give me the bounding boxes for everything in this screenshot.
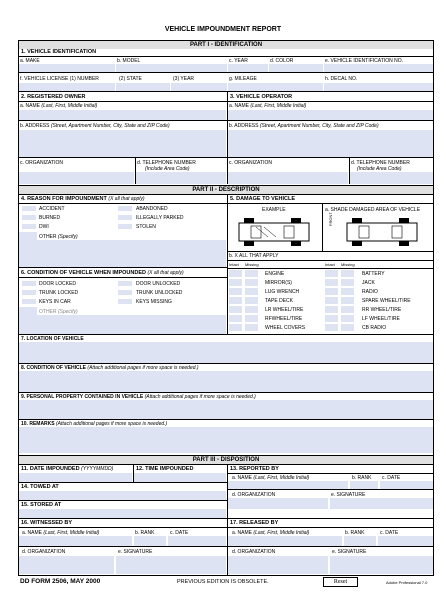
towed-at-label: 14. TOWED AT	[21, 484, 59, 490]
vehicle-operator-label: 3. VEHICLE OPERATOR	[230, 94, 293, 100]
released-name-label: a. NAME	[232, 530, 253, 536]
reason-other-label: OTHER	[39, 234, 57, 240]
reason-accident-checkbox[interactable]	[21, 205, 37, 212]
witness-name-label: a. NAME	[22, 530, 43, 536]
reported-org-label: d. ORGANIZATION	[232, 492, 276, 498]
location-field[interactable]	[19, 342, 434, 363]
reason-burned-label: BURNED	[39, 215, 61, 221]
part-left-1-intact-checkbox[interactable]	[229, 279, 242, 286]
part-left-label: RFWHEEL/TIRE	[265, 316, 303, 322]
intact-header-left: Intact	[229, 262, 239, 267]
towed-at-field[interactable]	[19, 491, 226, 500]
stored-at-label: 15. STORED AT	[21, 502, 62, 508]
reported-date-label: c. DATE	[382, 475, 401, 481]
part-right-label: CB RADIO	[362, 325, 387, 331]
reason-other-field[interactable]	[19, 240, 226, 267]
make-field[interactable]	[19, 64, 115, 72]
operator-address-field[interactable]	[228, 130, 434, 157]
operator-phone-hint: (Include Area Code)	[357, 166, 402, 172]
time-impounded-field[interactable]	[134, 473, 226, 482]
door-locked-checkbox[interactable]	[21, 280, 37, 287]
reason-hint: (X all that apply)	[108, 196, 145, 202]
reason-accident-label: ACCIDENT	[39, 206, 65, 212]
license-year-label: (3) YEAR	[173, 76, 195, 82]
reason-abandoned-label: ABANDONED	[136, 206, 168, 212]
form-title: VEHICLE IMPOUNDMENT REPORT	[164, 26, 282, 33]
part3-header: PART III - DISPOSITION	[18, 455, 434, 464]
license-field[interactable]	[19, 83, 115, 91]
personal-property-label: 9. PERSONAL PROPERTY CONTAINED IN VEHICLE	[21, 394, 144, 400]
vehicle-condition-label: 8. CONDITION OF VEHICLE	[21, 365, 87, 371]
form-number: DD FORM 2506, MAY 2000	[20, 578, 101, 585]
keys-in-car-checkbox[interactable]	[21, 298, 37, 305]
vin-field[interactable]	[324, 64, 434, 72]
operator-address-hint: (Street, Apartment Number, City, State and ZIP Code)	[259, 123, 379, 129]
reported-signature-label: e. SIGNATURE	[331, 492, 366, 498]
released-signature-label: e. SIGNATURE	[332, 549, 367, 555]
owner-org-field[interactable]	[19, 172, 134, 184]
operator-address-label: b. ADDRESS	[229, 123, 259, 129]
color-label: d. COLOR	[270, 58, 294, 64]
part-right-4-missing-checkbox[interactable]	[341, 306, 354, 313]
owner-org-label: c. ORGANIZATION	[20, 160, 63, 166]
location-label: 7. LOCATION OF VEHICLE	[21, 336, 84, 342]
trunk-locked-label: TRUNK LOCKED	[39, 290, 79, 296]
part-left-5-missing-checkbox[interactable]	[245, 315, 258, 322]
reason-stolen-label: STOLEN	[136, 224, 156, 230]
part-right-1-intact-checkbox[interactable]	[325, 279, 338, 286]
vehicle-identification-label: 1. VEHICLE IDENTIFICATION	[21, 49, 97, 55]
part-right-6-intact-checkbox[interactable]	[325, 324, 338, 331]
part-left-label: LUG WRENCH	[265, 289, 300, 295]
witness-org-field[interactable]	[19, 556, 114, 574]
part-right-2-intact-checkbox[interactable]	[325, 288, 338, 295]
adobe-note: Adobe Professional 7.0	[386, 580, 428, 585]
state-field[interactable]	[116, 83, 170, 91]
part-left-label: TAPE DECK	[265, 298, 293, 304]
example-car-diagram	[236, 215, 316, 247]
part-left-2-missing-checkbox[interactable]	[245, 288, 258, 295]
trunk-unlocked-checkbox[interactable]	[117, 289, 133, 296]
released-rank-field[interactable]	[344, 536, 376, 546]
date-impounded-hint: (YYYYMMDD)	[81, 466, 114, 472]
part-left-2-intact-checkbox[interactable]	[229, 288, 242, 295]
reason-illegally-parked-checkbox[interactable]	[117, 214, 133, 221]
damage-label: 5. DAMAGE TO VEHICLE	[230, 196, 295, 202]
operator-org-label: c. ORGANIZATION	[229, 160, 272, 166]
released-org-label: d. ORGANIZATION	[232, 549, 276, 555]
mileage-label: g. MILEAGE	[229, 76, 257, 82]
part-right-5-missing-checkbox[interactable]	[341, 315, 354, 322]
operator-name-hint: (Last, First, Middle Initial)	[250, 103, 307, 109]
reason-dwi-label: DWI	[39, 224, 49, 230]
part-right-5-intact-checkbox[interactable]	[325, 315, 338, 322]
license-label: f. VEHICLE LICENSE (1) NUMBER	[20, 76, 99, 82]
registered-owner-label: 2. REGISTERED OWNER	[21, 94, 86, 100]
condition-hint: (X all that apply)	[147, 270, 184, 276]
part-right-4-intact-checkbox[interactable]	[325, 306, 338, 313]
owner-name-field[interactable]	[19, 110, 226, 120]
part-right-label: LF WHEEL/TIRE	[362, 316, 400, 322]
license-year-field[interactable]	[171, 83, 227, 91]
personal-property-field[interactable]	[19, 400, 434, 419]
released-name-field[interactable]	[228, 536, 342, 546]
part-left-0-missing-checkbox[interactable]	[245, 270, 258, 277]
witness-date-field[interactable]	[168, 536, 226, 546]
released-date-field[interactable]	[378, 536, 434, 546]
door-locked-label: DOOR LOCKED	[39, 281, 76, 287]
condition-other-checkbox[interactable]	[19, 307, 37, 315]
date-impounded-field[interactable]	[19, 473, 132, 482]
operator-org-field[interactable]	[228, 172, 348, 184]
operator-name-field[interactable]	[228, 110, 434, 120]
operator-phone-label: d. TELEPHONE NUMBER	[351, 160, 410, 166]
condition-other-field[interactable]	[19, 315, 226, 334]
keys-missing-label: KEYS MISSING	[136, 299, 172, 305]
model-field[interactable]	[116, 64, 227, 72]
part-right-label: BATTERY	[362, 271, 385, 277]
part-left-6-missing-checkbox[interactable]	[245, 324, 258, 331]
shade-label: a. SHADE DAMAGED AREA OF VEHICLE	[325, 207, 421, 213]
reason-burned-checkbox[interactable]	[21, 214, 37, 221]
keys-in-car-label: KEYS IN CAR	[39, 299, 71, 305]
time-impounded-label: 12. TIME IMPOUNDED	[136, 466, 194, 472]
year-label: c. YEAR	[229, 58, 248, 64]
condition-other-hint: (Specify)	[57, 309, 78, 315]
part-left-1-missing-checkbox[interactable]	[245, 279, 258, 286]
part-right-1-missing-checkbox[interactable]	[341, 279, 354, 286]
reported-date-field[interactable]	[380, 481, 434, 489]
state-label: (2) STATE	[119, 76, 142, 82]
reported-name-label: a. NAME	[232, 475, 253, 481]
part-right-label: SPARE WHEEL/TIRE	[362, 298, 411, 304]
witness-name-field[interactable]	[19, 536, 132, 546]
shade-car-diagram[interactable]	[344, 215, 424, 247]
witness-date-label: c. DATE	[170, 530, 189, 536]
released-rank-label: b. RANK	[345, 530, 365, 536]
door-unlocked-checkbox[interactable]	[117, 280, 133, 287]
reported-signature-field[interactable]	[330, 498, 434, 509]
remarks-hint: (Attach additional pages if more space is needed.)	[56, 421, 168, 427]
part-left-label: LR WHEEL/TIRE	[265, 307, 304, 313]
obsolete-note: PREVIOUS EDITION IS OBSOLETE.	[177, 579, 269, 585]
reported-rank-label: b. RANK	[352, 475, 372, 481]
example-label: EXAMPLE	[262, 207, 286, 213]
part-right-0-missing-checkbox[interactable]	[341, 270, 354, 277]
part-left-3-missing-checkbox[interactable]	[245, 297, 258, 304]
witness-org-label: d. ORGANIZATION	[22, 549, 66, 555]
reason-other-checkbox[interactable]	[19, 232, 37, 240]
condition-label: 6. CONDITION OF VEHICLE WHEN IMPOUNDED	[21, 270, 146, 276]
owner-address-hint: (Street, Apartment Number, City, State and ZIP Code)	[50, 123, 170, 129]
part1-header: PART I - IDENTIFICATION	[18, 40, 434, 49]
intact-header-right: Intact	[325, 262, 335, 267]
remarks-label: 10. REMARKS	[21, 421, 55, 427]
vehicle-condition-field[interactable]	[19, 371, 434, 392]
reason-label: 4. REASON FOR IMPOUNDMENT	[21, 196, 107, 202]
witness-rank-field[interactable]	[134, 536, 166, 546]
released-by-label: 17. RELEASED BY	[230, 520, 279, 526]
reported-rank-field[interactable]	[350, 481, 378, 489]
released-signature-field[interactable]	[330, 556, 434, 574]
reason-dwi-checkbox[interactable]	[21, 223, 37, 230]
released-name-hint: (Last, First, Middle Initial)	[253, 530, 310, 536]
owner-phone-label: d. TELEPHONE NUMBER	[137, 160, 196, 166]
owner-name-hint: (Last, First, Middle Initial)	[41, 103, 98, 109]
door-unlocked-label: DOOR UNLOCKED	[136, 281, 181, 287]
vin-label: e. VEHICLE IDENTIFICATION NO.	[325, 58, 403, 64]
reason-abandoned-checkbox[interactable]	[117, 205, 133, 212]
personal-property-hint: (Attach additional pages if more space is needed.)	[144, 394, 256, 400]
trunk-locked-checkbox[interactable]	[21, 289, 37, 296]
decal-field[interactable]	[324, 83, 434, 91]
make-label: a. MAKE	[20, 58, 40, 64]
witnessed-by-label: 16. WITNESSED BY	[21, 520, 73, 526]
missing-header-right: Missing	[341, 262, 355, 267]
keys-missing-checkbox[interactable]	[117, 298, 133, 305]
reason-other-hint: (Specify)	[57, 234, 78, 240]
decal-label: h. DECAL NO.	[325, 76, 358, 82]
model-label: b. MODEL	[117, 58, 141, 64]
part-left-label: WHEEL COVERS	[265, 325, 306, 331]
part-left-4-intact-checkbox[interactable]	[229, 306, 242, 313]
part-right-3-missing-checkbox[interactable]	[341, 297, 354, 304]
reset-button[interactable]: Reset	[323, 577, 358, 587]
part2-header: PART II - DESCRIPTION	[18, 185, 434, 194]
part-right-label: RADIO	[362, 289, 378, 295]
operator-name-label: a. NAME	[229, 103, 250, 109]
trunk-unlocked-label: TRUNK UNLOCKED	[136, 290, 183, 296]
reason-stolen-checkbox[interactable]	[117, 223, 133, 230]
condition-other-label: OTHER	[39, 309, 57, 315]
part-left-5-intact-checkbox[interactable]	[229, 315, 242, 322]
owner-address-label: b. ADDRESS	[20, 123, 50, 129]
reported-org-field[interactable]	[228, 498, 328, 509]
witness-rank-label: b. RANK	[135, 530, 155, 536]
part-right-0-intact-checkbox[interactable]	[325, 270, 338, 277]
part-right-3-intact-checkbox[interactable]	[325, 297, 338, 304]
x-all-label: b. X ALL THAT APPLY	[229, 253, 279, 259]
part-left-4-missing-checkbox[interactable]	[245, 306, 258, 313]
stored-at-field[interactable]	[19, 509, 226, 518]
reported-by-label: 13. REPORTED BY	[230, 466, 279, 472]
reason-illegally-parked-label: ILLEGALLY PARKED	[136, 215, 184, 221]
reported-name-field[interactable]	[228, 481, 348, 489]
operator-phone-field[interactable]	[350, 172, 434, 184]
released-date-label: c. DATE	[380, 530, 399, 536]
witness-signature-field[interactable]	[116, 556, 226, 574]
owner-name-label: a. NAME	[20, 103, 41, 109]
part-left-3-intact-checkbox[interactable]	[229, 297, 242, 304]
witness-name-hint: (Last, First, Middle Initial)	[43, 530, 100, 536]
mileage-field[interactable]	[228, 83, 323, 91]
vehicle-condition-hint: (Attach additional pages if more space is needed.)	[87, 365, 199, 371]
part-right-label: RR WHEEL/TIRE	[362, 307, 402, 313]
front-label: FRONT	[328, 212, 333, 226]
year-field[interactable]	[228, 64, 268, 72]
missing-header-left: Missing	[245, 262, 259, 267]
released-org-field[interactable]	[228, 556, 328, 574]
part-right-label: JACK	[362, 280, 375, 286]
part-left-label: MIRROR(S)	[265, 280, 292, 286]
witness-signature-label: e. SIGNATURE	[118, 549, 153, 555]
reported-name-hint: (Last, First, Middle Initial)	[253, 475, 310, 481]
remarks-field[interactable]	[19, 427, 434, 453]
owner-address-field[interactable]	[19, 130, 226, 157]
date-impounded-label: 11. DATE IMPOUNDED	[21, 466, 80, 472]
owner-phone-field[interactable]	[136, 172, 226, 184]
part-left-6-intact-checkbox[interactable]	[229, 324, 242, 331]
part-left-label: ENGINE	[265, 271, 285, 277]
part-right-2-missing-checkbox[interactable]	[341, 288, 354, 295]
part-left-0-intact-checkbox[interactable]	[229, 270, 242, 277]
part-right-6-missing-checkbox[interactable]	[341, 324, 354, 331]
color-field[interactable]	[269, 64, 323, 72]
owner-phone-hint: (Include Area Code)	[145, 166, 190, 172]
